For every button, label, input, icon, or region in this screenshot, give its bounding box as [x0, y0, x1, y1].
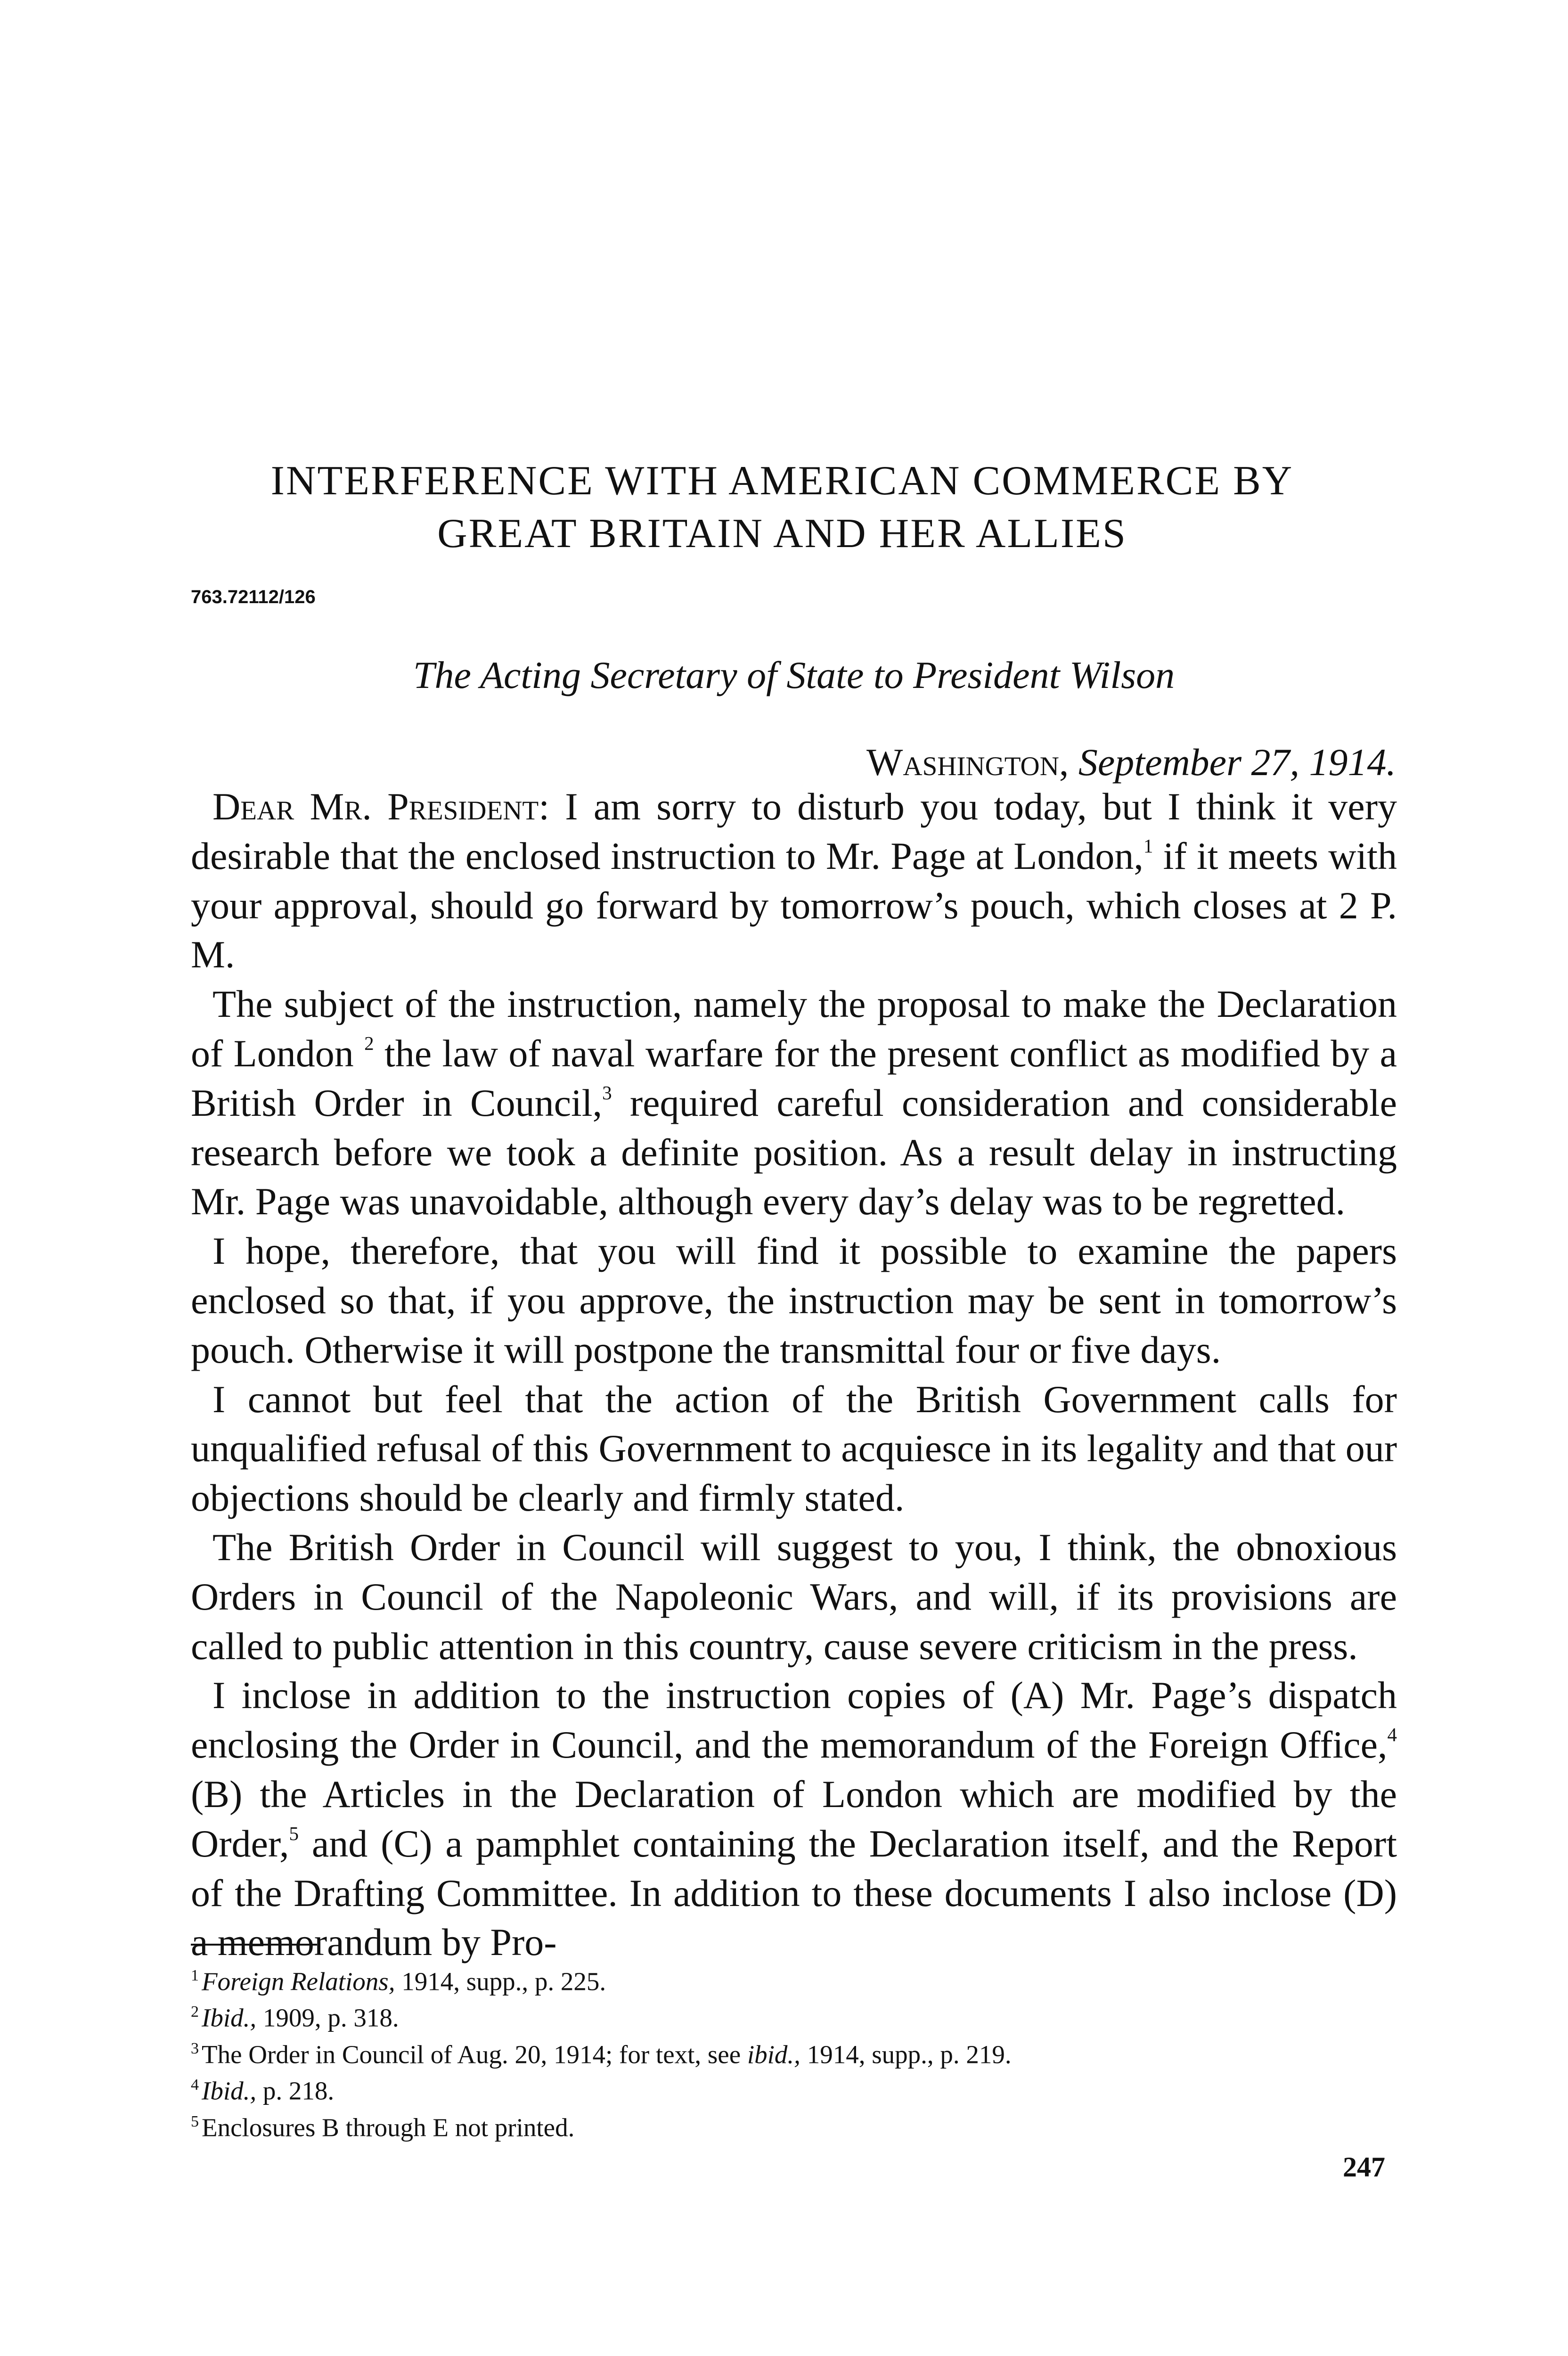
- paragraph-6: [191, 1671, 1397, 1967]
- dateline: [191, 739, 1396, 786]
- paragraph-2: [191, 980, 1397, 1227]
- footnote-number: 4: [191, 2076, 199, 2094]
- letter-body: [191, 782, 1397, 1967]
- paragraph-6-text-a: I inclose in addition to the instruction copies of (A) Mr. Page’s dispatch enclosing the Order in Council, and the memorandum of the Foreign Office,: [191, 1674, 1397, 1767]
- paragraph-1-text-a: I am sorry to disturb you today, but I think it very desirable that the enclosed instruction to Mr. Page at London,: [191, 785, 1397, 877]
- title-line-2: GREAT BRITAIN AND HER ALLIES: [437, 511, 1127, 556]
- footnote-text: p. 218.: [256, 2076, 335, 2105]
- footnote-text: 1914, supp., p. 219.: [800, 2040, 1012, 2069]
- footnote-italic: ibid.,: [747, 2040, 800, 2069]
- document-heading: The Acting Secretary of State to President Wilson: [413, 654, 1175, 696]
- footnote-text: 1909, p. 318.: [256, 2003, 399, 2032]
- footnote-number: 2: [191, 2003, 199, 2021]
- paragraph-3: I hope, therefore, that you will find it possible to examine the papers enclosed so that, if you approve, the instruction may be sent in tomorrow’s pouch. Otherwise it will postpone the transmittal four or five days.: [191, 1229, 1397, 1371]
- paragraph-2-text-a: The subject of the instruction, namely the proposal to make the Declaration of London: [191, 982, 1397, 1075]
- footnote-divider: [191, 1944, 317, 1946]
- title-line-1: INTERFERENCE WITH AMERICAN COMMERCE BY: [270, 458, 1294, 504]
- paragraph-2-text-c: required careful consideration and considerable research before we took a definite position. As a result delay in instructing Mr. Page was unavoidable, although every day’s delay was to be regretted.: [191, 1081, 1397, 1223]
- footnote-1: [191, 1960, 1397, 1996]
- salutation: Dear Mr. President:: [212, 785, 550, 828]
- footnote-italic: Ibid.,: [202, 2076, 257, 2105]
- paragraph-6-text-b: (B) the Articles in the Declaration of London which are modified by the Order,: [191, 1772, 1397, 1865]
- paragraph-2-text-b: the law of naval warfare for the present conflict as modified by a British Order in Council,: [191, 1031, 1397, 1124]
- footnote-italic: Foreign Relations,: [202, 1967, 395, 1996]
- footnote-ref-5: 5: [289, 1822, 299, 1844]
- footnote-5: [191, 2106, 1397, 2143]
- footnote-italic: Ibid.,: [202, 2003, 257, 2032]
- dateline-date: September 27, 1914.: [1078, 741, 1396, 784]
- footnote-text: 1914, supp., p. 225.: [395, 1967, 606, 1996]
- paragraph-6-text-c: and (C) a pamphlet containing the Declaration itself, and the Report of the Drafting Committee. In addition to these documents I also inclose (D) a memorandum by Pro-: [191, 1822, 1397, 1964]
- page-number: 247: [1343, 2151, 1385, 2183]
- footnote-2: [191, 1996, 1397, 2033]
- footnote-ref-3: 3: [602, 1081, 612, 1104]
- file-number: 763.72112/126: [191, 587, 316, 607]
- footnote-text: Enclosures B through E not printed.: [202, 2113, 575, 2142]
- footnote-4: [191, 2070, 1397, 2106]
- footnote-number: 3: [191, 2039, 199, 2057]
- footnote-number: 5: [191, 2112, 199, 2130]
- paragraph-5: The British Order in Council will suggest to you, I think, the obnoxious Orders in Council of the Napoleonic Wars, and will, if its provisions are called to public attention in this country, cause severe criticism in the press.: [191, 1525, 1397, 1668]
- footnote-3: [191, 2033, 1397, 2070]
- footnote-number: 1: [191, 1967, 199, 1984]
- footnote-ref-2: 2: [364, 1032, 374, 1055]
- paragraph-1-text-b: if it meets with your approval, should go forward by tomorrow’s pouch, which closes at 2 P. M.: [191, 834, 1397, 976]
- footnotes: [191, 1960, 1397, 2143]
- paragraph-4: I cannot but feel that the action of the British Government calls for unqualified refusal of this Government to acquiesce in its legality and that our objections should be clearly and firmly stated.: [191, 1377, 1397, 1520]
- dateline-place: Washington,: [866, 741, 1069, 784]
- page-title: [170, 455, 1395, 560]
- footnote-ref-1: 1: [1143, 834, 1153, 857]
- footnote-text: The Order in Council of Aug. 20, 1914; for text, see: [202, 2040, 747, 2069]
- footnote-ref-4: 4: [1387, 1724, 1397, 1746]
- paragraph-1: [191, 782, 1397, 980]
